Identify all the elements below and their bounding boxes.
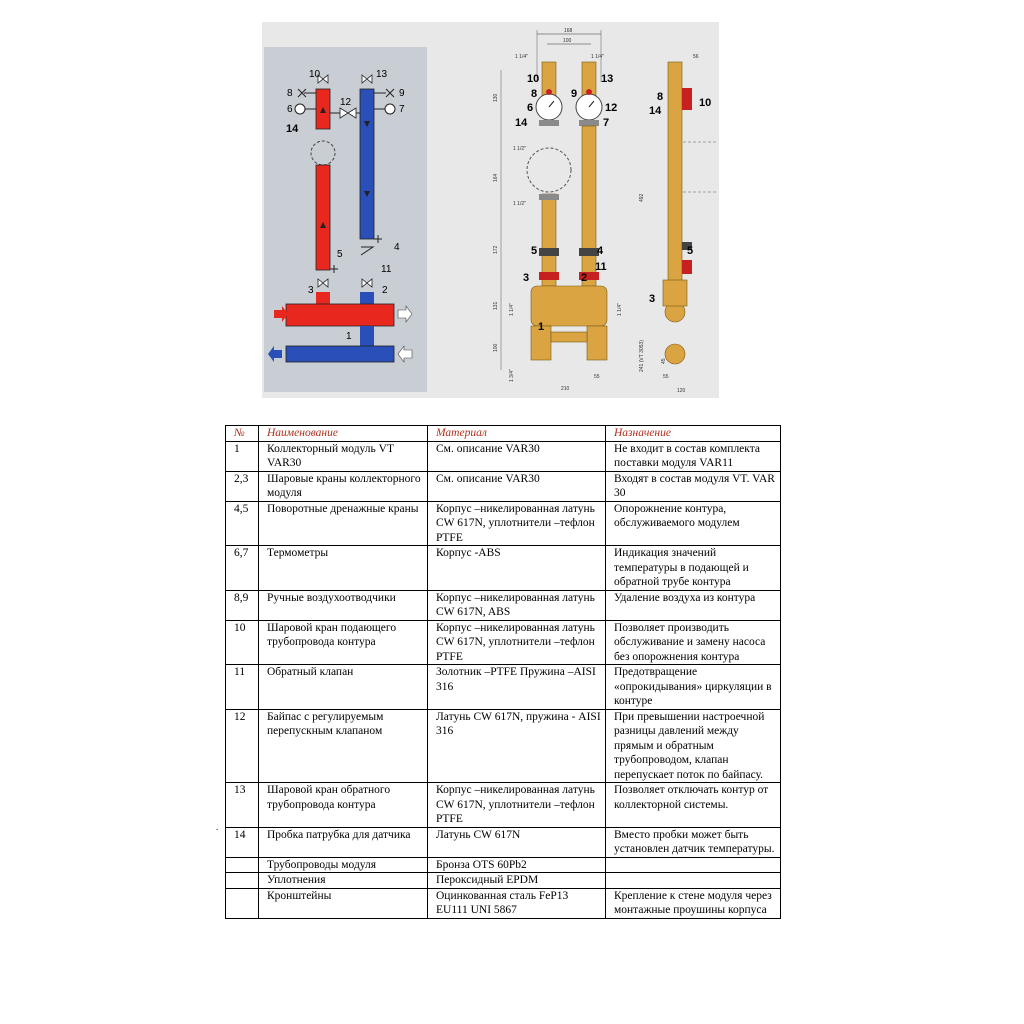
cell-number <box>226 873 259 889</box>
cell-purpose: Удаление воздуха из контура <box>606 590 781 620</box>
cell-material: См. описание VAR30 <box>428 471 606 501</box>
supply-pipe-lower <box>316 165 330 270</box>
cell-number: 2,3 <box>226 471 259 501</box>
return-pipe <box>360 89 374 239</box>
pump-placeholder <box>311 141 335 165</box>
schema-label: 11 <box>381 264 392 275</box>
dimension-label: 1 1/2" <box>513 146 526 152</box>
cell-number: 1 <box>226 441 259 471</box>
cell-name: Кронштейны <box>259 888 428 918</box>
stray-mark: . <box>216 822 219 832</box>
side-label: 14 <box>649 105 662 117</box>
schema-label: 5 <box>337 249 343 260</box>
cell-purpose: Индикация значений температуры в подающей и обратной трубе контура <box>606 546 781 591</box>
table-row <box>226 620 781 665</box>
cell-material: Оцинкованная сталь FeP13 EU111 UNI 5867 <box>428 888 606 918</box>
front-label: 1 <box>538 321 545 333</box>
schema-label: 9 <box>399 88 405 99</box>
cell-purpose: Позволяет производить обслуживание и замену насоса без опорожнения контура <box>606 620 781 665</box>
dimension-label: 131 <box>493 301 499 310</box>
dimension-label: 45 <box>661 358 667 364</box>
table-row <box>226 783 781 828</box>
components-table <box>225 425 781 919</box>
cell-number: 10 <box>226 620 259 665</box>
cell-number: 8,9 <box>226 590 259 620</box>
dimension-label: 210 <box>561 386 570 392</box>
dimension-label: 100 <box>563 38 572 44</box>
cell-material: Корпус –никелированная латунь CW 617N, уплотнители –тефлон PTFE <box>428 501 606 546</box>
schema-label: 1 <box>346 331 352 342</box>
dimension-label: 168 <box>564 28 573 34</box>
cell-material: Корпус –никелированная латунь CW 617N, ABS <box>428 590 606 620</box>
front-label: 12 <box>605 102 618 114</box>
cell-material: См. описание VAR30 <box>428 441 606 471</box>
header-number: № <box>226 426 259 442</box>
valve-13-symbol <box>362 75 372 83</box>
cell-name: Термометры <box>259 546 428 591</box>
header-material: Материал <box>428 426 606 442</box>
dimension-label: 164 <box>493 173 499 182</box>
schema-label: 3 <box>308 285 314 296</box>
table-row <box>226 471 781 501</box>
hydraulic-schema <box>264 47 427 392</box>
header-name: Наименование <box>259 426 428 442</box>
return-header <box>286 346 394 362</box>
table-row <box>226 441 781 471</box>
cell-name: Байпас с регулируемым перепускным клапаном <box>259 709 428 783</box>
cell-number <box>226 888 259 918</box>
front-label: 6 <box>527 102 534 114</box>
cell-purpose: Позволяет отключать контур от коллекторной системы. <box>606 783 781 828</box>
side-pipe <box>668 62 682 282</box>
schema-label: 4 <box>394 242 400 253</box>
cell-material: Бронза OTS 60Pb2 <box>428 857 606 873</box>
schema-label: 7 <box>399 104 405 115</box>
dimension-label: 100 <box>493 343 499 352</box>
table-row <box>226 546 781 591</box>
dimension-label: 55 <box>594 374 600 380</box>
diagram-figure <box>262 22 719 398</box>
dimension-label: 1 1/4" <box>509 303 515 316</box>
dimension-label: 241 (VT 3053) <box>639 340 645 372</box>
schema-label: 6 <box>287 104 293 115</box>
cell-number <box>226 857 259 873</box>
front-label: 9 <box>571 88 578 100</box>
dimension-label: 172 <box>493 245 499 254</box>
cell-material: Золотник –PTFE Пружина –AISI 316 <box>428 665 606 710</box>
dimension-label: 1 1/2" <box>513 201 526 207</box>
cell-name: Пробка патрубка для датчика <box>259 827 428 857</box>
cell-purpose: Не входит в состав комплекта поставки модуля VAR11 <box>606 441 781 471</box>
cell-number: 4,5 <box>226 501 259 546</box>
cell-material: Корпус –никелированная латунь CW 617N, уплотнители –тефлон PTFE <box>428 620 606 665</box>
front-label: 5 <box>531 245 538 257</box>
front-label: 13 <box>601 73 614 85</box>
table-row <box>226 888 781 918</box>
cell-number: 6,7 <box>226 546 259 591</box>
dimension-label: 120 <box>677 388 686 394</box>
table-row <box>226 665 781 710</box>
front-label: 11 <box>595 261 607 273</box>
cell-number: 13 <box>226 783 259 828</box>
table-row <box>226 873 781 889</box>
cell-number: 14 <box>226 827 259 857</box>
side-label: 3 <box>649 293 656 305</box>
side-view-svg <box>623 22 719 398</box>
side-label: 10 <box>699 97 712 109</box>
cell-name: Шаровые краны коллекторного модуля <box>259 471 428 501</box>
table-row <box>226 827 781 857</box>
supply-header <box>286 304 394 326</box>
dimension-label: 1 1/4" <box>591 54 604 60</box>
schema-label: 12 <box>340 97 352 108</box>
side-label: 8 <box>657 91 664 103</box>
table-row <box>226 709 781 783</box>
cell-name: Коллекторный модуль VT VAR30 <box>259 441 428 471</box>
front-label: 14 <box>515 117 528 129</box>
pump-placeholder <box>527 148 571 192</box>
cell-purpose <box>606 857 781 873</box>
cell-purpose: Входят в состав модуля VT. VAR 30 <box>606 471 781 501</box>
cell-material: Латунь CW 617N <box>428 827 606 857</box>
schema-label: 2 <box>382 285 388 296</box>
table-row <box>226 501 781 546</box>
cell-purpose: При превышении настроечной разницы давлений между прямым и обратным трубопроводом, клапан перепускает поток по байпасу. <box>606 709 781 783</box>
dimension-label: 56 <box>693 54 699 60</box>
dimension-label: 1 1/4" <box>515 54 528 60</box>
table-header-row <box>226 426 781 442</box>
cell-purpose: Предотвращение «опрокидывания» циркуляции в контуре <box>606 665 781 710</box>
table-row <box>226 590 781 620</box>
cell-name: Трубопроводы модуля <box>259 857 428 873</box>
front-label: 10 <box>527 73 540 85</box>
cell-material: Пероксидный EPDM <box>428 873 606 889</box>
table-row <box>226 857 781 873</box>
front-label: 2 <box>581 272 588 284</box>
cell-number: 12 <box>226 709 259 783</box>
cell-material: Корпус –никелированная латунь CW 617N, уплотнители –тефлон PTFE <box>428 783 606 828</box>
return-out-arrow <box>268 346 282 362</box>
cell-purpose <box>606 873 781 889</box>
table-body <box>226 441 781 918</box>
side-view <box>623 22 719 398</box>
dimension-label: 1 1/4" <box>617 303 623 316</box>
cell-purpose: Вместо пробки может быть установлен датчик температуры. <box>606 827 781 857</box>
side-label: 5 <box>687 245 694 257</box>
cell-name: Уплотнения <box>259 873 428 889</box>
cell-number: 11 <box>226 665 259 710</box>
cell-name: Поворотные дренажные краны <box>259 501 428 546</box>
schema-svg <box>264 47 427 392</box>
cell-purpose: Крепление к стене модуля через монтажные проушины корпуса <box>606 888 781 918</box>
collector-body <box>531 286 607 326</box>
schema-label: 14 <box>286 123 299 135</box>
header-purpose: Назначение <box>606 426 781 442</box>
schema-label: 10 <box>309 69 321 80</box>
cell-name: Шаровой кран подающего трубопровода контура <box>259 620 428 665</box>
front-label: 4 <box>597 245 604 257</box>
cell-material: Корпус -ABS <box>428 546 606 591</box>
cell-name: Обратный клапан <box>259 665 428 710</box>
dimension-label: 130 <box>493 93 499 102</box>
front-label: 3 <box>523 272 530 284</box>
cell-name: Шаровой кран обратного трубопровода контура <box>259 783 428 828</box>
schema-label: 13 <box>376 69 388 80</box>
cell-name: Ручные воздухоотводчики <box>259 590 428 620</box>
dimension-label: 492 <box>639 193 645 202</box>
cell-material: Латунь CW 617N, пружина - AISI 316 <box>428 709 606 783</box>
dimension-label: 55 <box>663 374 669 380</box>
front-label: 8 <box>531 88 538 100</box>
schema-label: 8 <box>287 88 293 99</box>
dimension-label: 1 3/4" <box>509 369 515 382</box>
front-label: 7 <box>603 117 610 129</box>
cell-purpose: Опорожнение контура, обслуживаемого модулем <box>606 501 781 546</box>
